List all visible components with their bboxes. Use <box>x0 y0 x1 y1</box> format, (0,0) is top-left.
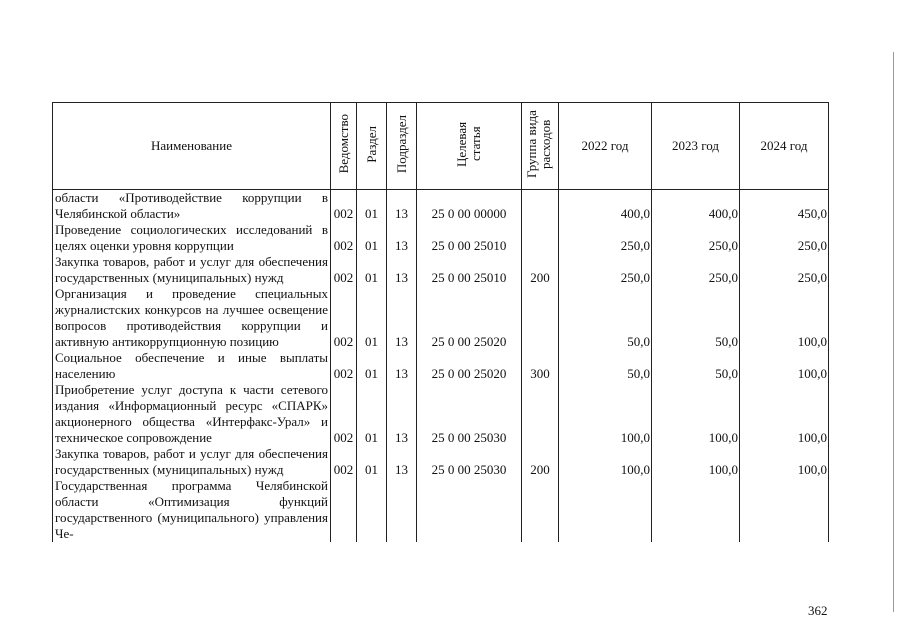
row-2023: 50,0 <box>652 286 740 350</box>
header-razdel <box>357 103 387 190</box>
header-2023: 2023 год <box>652 103 740 190</box>
header-razdel-label: Раздел <box>363 125 379 163</box>
row-razdel: 01 <box>357 350 387 382</box>
row-target <box>417 478 522 542</box>
row-group <box>522 382 559 446</box>
row-2023: 250,0 <box>652 254 740 286</box>
row-group <box>522 478 559 542</box>
row-group: 300 <box>522 350 559 382</box>
row-name: Закупка товаров, работ и услуг для обеспечения государственных (муниципальных) нужд <box>53 254 331 286</box>
row-2024: 250,0 <box>740 222 829 254</box>
row-target: 25 0 00 25010 <box>417 222 522 254</box>
row-group: 200 <box>522 254 559 286</box>
row-vedomstvo: 002 <box>331 190 357 223</box>
row-podrazdel: 13 <box>387 446 417 478</box>
page-edge-line <box>893 52 894 612</box>
table-row <box>53 222 829 254</box>
row-group: 200 <box>522 446 559 478</box>
row-target: 25 0 00 25020 <box>417 350 522 382</box>
row-name: Социальное обеспечение и иные выплаты населению <box>53 350 331 382</box>
header-2022: 2022 год <box>559 103 652 190</box>
row-name: Организация и проведение специальных журналистских конкурсов на лучшее освещение вопросов противодействия коррупции и активную антикоррупционную позицию <box>53 286 331 350</box>
table-row <box>53 350 829 382</box>
row-2024: 100,0 <box>740 446 829 478</box>
header-name: Наименование <box>53 103 331 190</box>
row-target: 25 0 00 00000 <box>417 190 522 223</box>
row-target: 25 0 00 25010 <box>417 254 522 286</box>
row-2024: 100,0 <box>740 382 829 446</box>
header-row <box>53 103 829 190</box>
row-target: 25 0 00 25020 <box>417 286 522 350</box>
budget-table <box>52 102 829 542</box>
row-group <box>522 222 559 254</box>
row-razdel: 01 <box>357 222 387 254</box>
row-name: Закупка товаров, работ и услуг для обеспечения государственных (муниципальных) нужд <box>53 446 331 478</box>
row-2024: 100,0 <box>740 350 829 382</box>
row-vedomstvo: 002 <box>331 446 357 478</box>
table-row <box>53 478 829 542</box>
header-target-label: Целевая статья <box>454 121 483 167</box>
row-2024: 250,0 <box>740 254 829 286</box>
table-row <box>53 446 829 478</box>
row-razdel: 01 <box>357 190 387 223</box>
header-group-label: Группа вида расходов <box>524 110 553 178</box>
row-2022: 400,0 <box>559 190 652 223</box>
table-row <box>53 190 829 223</box>
row-podrazdel: 13 <box>387 190 417 223</box>
row-podrazdel: 13 <box>387 350 417 382</box>
header-podrazdel <box>387 103 417 190</box>
row-name: Проведение социологических исследований в целях оценки уровня коррупции <box>53 222 331 254</box>
row-vedomstvo: 002 <box>331 254 357 286</box>
row-2022: 250,0 <box>559 222 652 254</box>
row-2024: 450,0 <box>740 190 829 223</box>
header-vedomstvo <box>331 103 357 190</box>
row-target: 25 0 00 25030 <box>417 382 522 446</box>
row-group <box>522 190 559 223</box>
header-vedomstvo-label: Ведомство <box>335 114 351 174</box>
row-podrazdel <box>387 478 417 542</box>
row-2023: 100,0 <box>652 446 740 478</box>
page-number: 362 <box>808 603 828 618</box>
row-name: Приобретение услуг доступа к части сетевого издания «Информационный ресурс «СПАРК» акционерного общества «Интерфакс-Урал» и техническое сопровождение <box>53 382 331 446</box>
row-vedomstvo <box>331 478 357 542</box>
row-target: 25 0 00 25030 <box>417 446 522 478</box>
row-2022: 250,0 <box>559 254 652 286</box>
header-group <box>522 103 559 190</box>
row-name: Государственная программа Челябинской области «Оптимизация функций государственного (муниципального) управления Че- <box>53 478 331 542</box>
row-2024 <box>740 478 829 542</box>
row-vedomstvo: 002 <box>331 286 357 350</box>
row-razdel <box>357 478 387 542</box>
row-2022: 50,0 <box>559 286 652 350</box>
row-razdel: 01 <box>357 446 387 478</box>
row-podrazdel: 13 <box>387 382 417 446</box>
row-2023: 50,0 <box>652 350 740 382</box>
table-row <box>53 286 829 350</box>
table-row <box>53 382 829 446</box>
row-2022: 50,0 <box>559 350 652 382</box>
row-2023 <box>652 478 740 542</box>
row-2023: 100,0 <box>652 382 740 446</box>
row-vedomstvo: 002 <box>331 222 357 254</box>
row-razdel: 01 <box>357 254 387 286</box>
row-podrazdel: 13 <box>387 286 417 350</box>
row-podrazdel: 13 <box>387 222 417 254</box>
row-2024: 100,0 <box>740 286 829 350</box>
row-vedomstvo: 002 <box>331 350 357 382</box>
row-razdel: 01 <box>357 382 387 446</box>
header-2024: 2024 год <box>740 103 829 190</box>
row-name: области «Противодействие коррупции в Челябинской области» <box>53 190 331 223</box>
header-target <box>417 103 522 190</box>
row-vedomstvo: 002 <box>331 382 357 446</box>
row-2022 <box>559 478 652 542</box>
row-2023: 400,0 <box>652 190 740 223</box>
row-2022: 100,0 <box>559 446 652 478</box>
row-2022: 100,0 <box>559 382 652 446</box>
row-podrazdel: 13 <box>387 254 417 286</box>
row-2023: 250,0 <box>652 222 740 254</box>
row-group <box>522 286 559 350</box>
header-podrazdel-label: Подраздел <box>393 114 409 174</box>
table-row <box>53 254 829 286</box>
row-razdel: 01 <box>357 286 387 350</box>
